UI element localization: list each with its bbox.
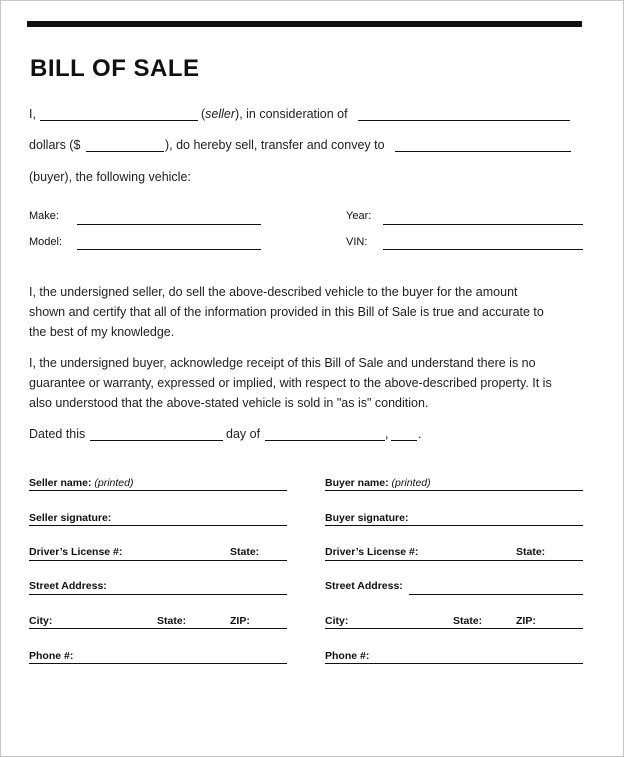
dated-comma: ,: [385, 427, 389, 441]
line2-mid: ), do hereby sell, transfer and convey to: [165, 138, 385, 152]
buyer-blank[interactable]: [395, 151, 571, 152]
seller-phone-field[interactable]: [29, 663, 287, 664]
year-short-field[interactable]: [391, 440, 417, 441]
buyer-city-state-label: State:: [453, 615, 483, 627]
consideration-blank[interactable]: [358, 120, 570, 121]
make-field[interactable]: [77, 224, 261, 225]
month-field[interactable]: [265, 440, 385, 441]
day-of-label: day of: [226, 427, 261, 441]
para1-line: I, the undersigned seller, do sell the above-described vehicle to the buyer for the amount: [29, 285, 518, 299]
buyer-phone-field[interactable]: [325, 663, 583, 664]
buyer-city-label: City:: [325, 615, 349, 627]
para1-line: shown and certify that all of the information provided in this Bill of Sale is true and accurate to: [29, 305, 544, 319]
para1-line: the best of my knowledge.: [29, 325, 175, 339]
amount-blank[interactable]: [86, 151, 164, 152]
seller-city-state-label: State:: [157, 615, 187, 627]
line2-start: dollars ($: [29, 138, 81, 152]
line3: (buyer), the following vehicle:: [29, 170, 191, 184]
buyer-zip-label: ZIP:: [516, 615, 536, 627]
buyer-address-label: Street Address:: [325, 580, 403, 592]
buyer-license-state-label: State:: [516, 546, 546, 558]
seller-name-label: Seller name: (printed): [29, 477, 134, 489]
buyer-name-label: Buyer name: (printed): [325, 477, 431, 489]
seller-license-state-label: State:: [230, 546, 260, 558]
line1-seller-label: (seller), in consideration of: [201, 107, 348, 121]
buyer-name-field[interactable]: [325, 490, 583, 491]
buyer-signature-label: Buyer signature:: [325, 512, 409, 524]
seller-city-field[interactable]: [29, 628, 287, 629]
seller-signature-label: Seller signature:: [29, 512, 112, 524]
seller-name-field[interactable]: [29, 490, 287, 491]
seller-certification-paragraph: [29, 282, 584, 342]
make-label: Make:: [29, 210, 59, 222]
seller-address-field[interactable]: [29, 594, 287, 595]
seller-phone-label: Phone #:: [29, 650, 74, 662]
year-label: Year:: [346, 210, 372, 222]
vin-label: VIN:: [346, 236, 368, 248]
seller-name-blank[interactable]: [40, 120, 198, 121]
seller-zip-label: ZIP:: [230, 615, 250, 627]
buyer-city-field[interactable]: [325, 628, 583, 629]
seller-license-field[interactable]: [29, 560, 287, 561]
seller-license-label: Driver’s License #:: [29, 546, 123, 558]
buyer-signature-field[interactable]: [325, 525, 583, 526]
buyer-license-field[interactable]: [325, 560, 583, 561]
buyer-acknowledgement-paragraph: [29, 353, 584, 413]
model-label: Model:: [29, 236, 63, 248]
para2-line: also understood that the above-stated vehicle is sold in "as is" condition.: [29, 396, 429, 410]
header-rule: [27, 21, 582, 27]
model-field[interactable]: [77, 249, 261, 250]
dated-label: Dated this: [29, 427, 86, 441]
buyer-license-label: Driver’s License #:: [325, 546, 419, 558]
buyer-address-field[interactable]: [409, 594, 583, 595]
document-title: BILL OF SALE: [30, 55, 200, 82]
buyer-phone-label: Phone #:: [325, 650, 370, 662]
year-field[interactable]: [383, 224, 583, 225]
line1-start: I,: [29, 107, 36, 121]
seller-city-label: City:: [29, 615, 53, 627]
para2-line: I, the undersigned buyer, acknowledge receipt of this Bill of Sale and understand there is no: [29, 356, 536, 370]
seller-signature-field[interactable]: [29, 525, 287, 526]
dated-period: .: [418, 427, 422, 441]
para2-line: guarantee or warranty, expressed or implied, with respect to the above-described property. It is: [29, 376, 552, 390]
vin-field[interactable]: [383, 249, 583, 250]
seller-address-label: Street Address:: [29, 580, 107, 592]
day-field[interactable]: [90, 440, 223, 441]
